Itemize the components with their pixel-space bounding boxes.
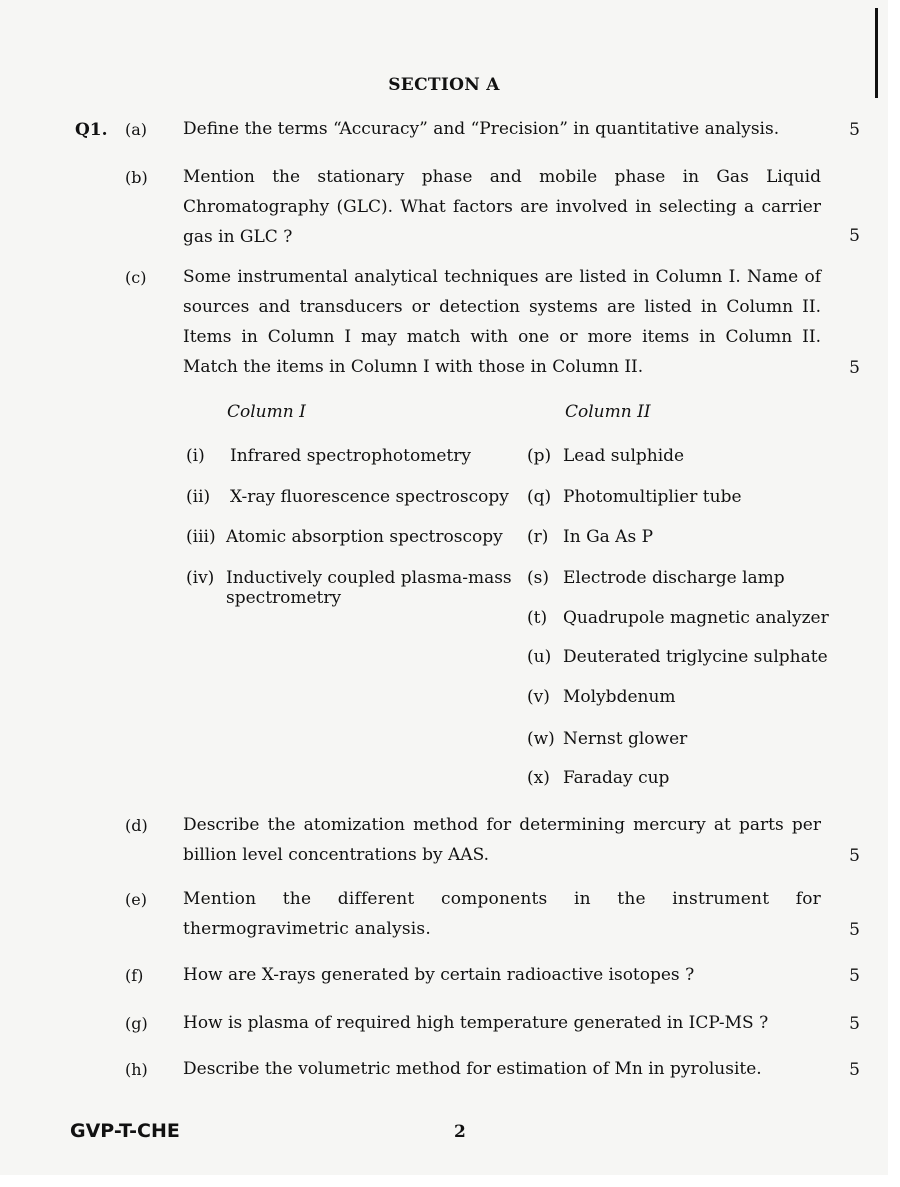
- column-ii-item: (v) Molybdenum: [527, 687, 676, 707]
- column-ii-item: (r) In Ga As P: [527, 527, 654, 547]
- column-i-item: (iii) Atomic absorption spectroscopy: [186, 527, 503, 547]
- part-label: (c): [125, 268, 147, 287]
- part-text: Describe the atomization method for determining mercury at parts per billion level concentrations by AAS.: [183, 815, 821, 865]
- column-i-item: (ii) X-ray fluorescence spectroscopy: [186, 487, 509, 507]
- part-text: How is plasma of required high temperature generated in ICP-MS ?: [183, 1013, 769, 1033]
- column-ii-item: (q) Photomultiplier tube: [527, 487, 742, 507]
- column-i-item: (i) Infrared spectrophotometry: [186, 446, 471, 466]
- part-marks: 5: [849, 920, 860, 940]
- part-marks: 5: [849, 966, 860, 986]
- column-ii-item: (t) Quadrupole magnetic analyzer: [527, 608, 829, 628]
- part-label: (d): [125, 816, 148, 835]
- part-marks: 5: [849, 1060, 860, 1080]
- column-ii-item: (x) Faraday cup: [527, 768, 670, 788]
- part-marks: 5: [849, 358, 860, 378]
- column-i-item: (iv) Inductively coupled plasma-mass spectrometry: [186, 568, 512, 608]
- column-ii-item: (u) Deuterated triglycine sulphate: [527, 647, 828, 667]
- part-text: Mention the different components in the instrument for thermogravimetric analysis.: [183, 889, 821, 939]
- part-marks: 5: [849, 120, 860, 140]
- column-ii-item: (w) Nernst glower: [527, 729, 688, 749]
- paper-code: GVP-T-CHE: [70, 1120, 180, 1142]
- part-marks: 5: [849, 226, 860, 246]
- part-text: Some instrumental analytical techniques are listed in Column I. Name of sources and transducers or detection systems are listed in Column II. Items in Column I may match with one or more items in Column II. Match the items in Column I with those in Column II.: [183, 267, 821, 377]
- part-text: Mention the stationary phase and mobile phase in Gas Liquid Chromatography (GLC). What factors are involved in selecting a carrier gas in GLC ?: [183, 167, 821, 247]
- column-ii-item: (s) Electrode discharge lamp: [527, 568, 785, 588]
- question-number: Q1.: [75, 120, 108, 140]
- column-ii-heading: Column II: [565, 402, 651, 422]
- part-label: (a): [125, 120, 148, 139]
- part-text: Describe the volumetric method for estimation of Mn in pyrolusite.: [183, 1059, 762, 1079]
- part-label: (f): [125, 966, 144, 985]
- part-label: (e): [125, 890, 147, 909]
- part-label: (h): [125, 1060, 148, 1079]
- column-i-heading: Column I: [227, 402, 306, 422]
- page-number: 2: [454, 1122, 466, 1142]
- part-label: (g): [125, 1014, 148, 1033]
- part-marks: 5: [849, 1014, 860, 1034]
- column-ii-item: (p) Lead sulphide: [527, 446, 685, 466]
- part-marks: 5: [849, 846, 860, 866]
- part-label: (b): [125, 168, 148, 187]
- part-text: Define the terms “Accuracy” and “Precision” in quantitative analysis.: [183, 119, 780, 139]
- part-text: How are X-rays generated by certain radioactive isotopes ?: [183, 965, 695, 985]
- section-title: SECTION A: [388, 75, 500, 95]
